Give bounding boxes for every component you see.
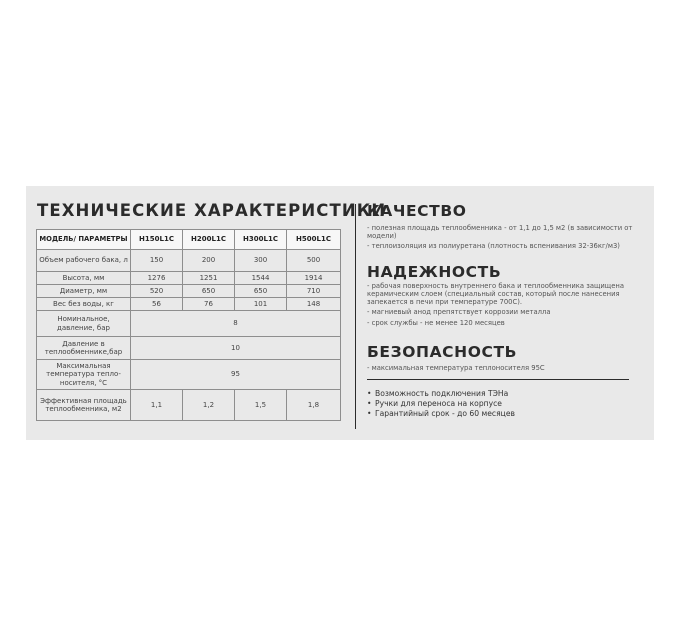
row-label: Объем рабочего бака, л <box>37 250 131 272</box>
table-cell: 76 <box>183 298 235 311</box>
table-cell: 1,8 <box>287 390 341 421</box>
list-item: - максимальная температура теплоносителя 95С <box>367 364 545 372</box>
reliability-title: НАДЕЖНОСТЬ <box>367 263 502 281</box>
table-row <box>37 272 341 285</box>
list-item <box>367 399 652 409</box>
merged-cell: 95 <box>131 360 341 390</box>
table-row <box>37 285 341 298</box>
vertical-divider <box>355 204 356 429</box>
table-row <box>37 311 341 337</box>
table-cell: 200 <box>183 250 235 272</box>
table-cell: 1544 <box>235 272 287 285</box>
safety-list <box>367 364 652 374</box>
table-cell: 1,2 <box>183 390 235 421</box>
row-label: Вес без воды, кг <box>37 298 131 311</box>
table-row <box>37 360 341 390</box>
features-list <box>367 389 652 419</box>
header-cell-h200: H200L1C <box>183 230 235 250</box>
table-cell: 101 <box>235 298 287 311</box>
merged-cell: 10 <box>131 337 341 360</box>
table-cell: 300 <box>235 250 287 272</box>
list-item: - рабочая поверхность внутреннего бака и теплообменника защищена керамическим слоем (специальный состав, который после нанесения запекается в печи при температуре 700С). <box>367 282 624 307</box>
row-label: Давление в теплообменнике,бар <box>37 337 131 360</box>
table-cell: 1,1 <box>131 390 183 421</box>
table-cell: 1251 <box>183 272 235 285</box>
row-label: Высота, мм <box>37 272 131 285</box>
table-cell: 520 <box>131 285 183 298</box>
row-label: Эффективная площадь теплообменника, м2 <box>37 390 131 421</box>
list-item: - срок службы - не менее 120 месяцев <box>367 318 505 327</box>
bullet-icon: • <box>367 398 372 408</box>
table-cell: 148 <box>287 298 341 311</box>
quality-list <box>367 224 652 252</box>
feature-text: Возможность подключения ТЭНа <box>375 389 509 398</box>
list-item <box>367 389 652 399</box>
table-cell: 56 <box>131 298 183 311</box>
table-cell: 650 <box>183 285 235 298</box>
list-item: - полезная площадь теплообменника - от 1,1 до 1,5 м2 (в зависимости от модели) <box>367 224 633 241</box>
spec-table <box>36 229 341 421</box>
table-row <box>37 390 341 421</box>
table-cell: 1914 <box>287 272 341 285</box>
feature-text: Гарантийный срок - до 60 месяцев <box>375 408 515 418</box>
row-label: Номинальное, давление, бар <box>37 311 131 337</box>
spec-title: ТЕХНИЧЕСКИЕ ХАРАКТЕРИСТИКИ <box>37 201 387 220</box>
quality-title: КАЧЕСТВО <box>367 202 467 220</box>
table-cell: 150 <box>131 250 183 272</box>
table-cell: 1276 <box>131 272 183 285</box>
header-cell-h150: H150L1C <box>131 230 183 250</box>
table-cell: 650 <box>235 285 287 298</box>
table-cell: 1,5 <box>235 390 287 421</box>
header-cell-h300: H300L1C <box>235 230 287 250</box>
table-cell: 500 <box>287 250 341 272</box>
bullet-icon: • <box>367 408 372 418</box>
table-header-row <box>37 230 341 250</box>
header-cell-model: МОДЕЛЬ/ ПАРАМЕТРЫ <box>37 230 131 250</box>
safety-title: БЕЗОПАСНОСТЬ <box>367 343 518 361</box>
table-cell: 710 <box>287 285 341 298</box>
table-row <box>37 250 341 272</box>
merged-cell: 8 <box>131 311 341 337</box>
feature-text: Ручки для переноса на корпусе <box>375 398 502 408</box>
list-item <box>367 409 652 419</box>
section-divider <box>367 379 629 380</box>
table-row <box>37 337 341 360</box>
row-label: Максимальная температура тепло-носителя, °C <box>37 360 131 390</box>
list-item: - магниевый анод препятствует коррозии металла <box>367 308 551 317</box>
table-row <box>37 298 341 311</box>
bullet-icon: • <box>367 389 372 398</box>
header-cell-h500: H500L1C <box>287 230 341 250</box>
list-item: - теплоизоляция из полиуретана (плотность вспенивания 32-36кг/м3) <box>367 242 620 251</box>
reliability-list <box>367 282 652 329</box>
row-label: Диаметр, мм <box>37 285 131 298</box>
